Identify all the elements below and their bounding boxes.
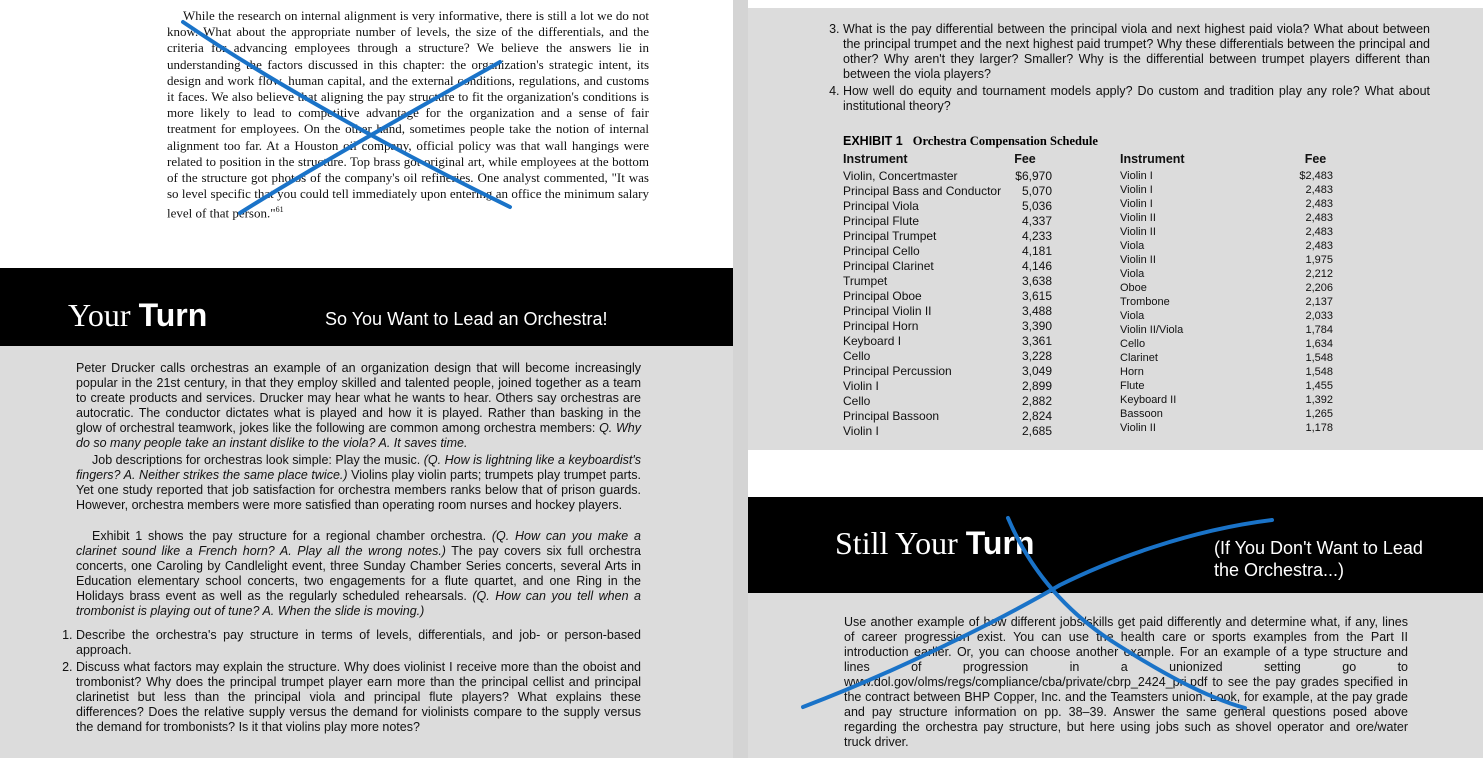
still-your-turn-band [748, 497, 1483, 593]
exhibit-instrument-cell: Cello [1120, 338, 1146, 350]
exhibit-instrument-cell: Violin I [1120, 170, 1153, 182]
exhibit-instrument-cell: Violin II [1120, 226, 1156, 238]
right-page [748, 0, 1483, 758]
exhibit-instrument-cell: Violin II/Viola [1120, 324, 1184, 336]
exhibit-instrument-cell: Violin I [843, 424, 879, 438]
exhibit-fee-cell: $6,970 [1015, 169, 1052, 183]
top-paragraph: While the research on internal alignment is very informative, there is still a lot we do not know. What about the appropriate number of levels, the size of the differentials, and the criteria for advancing employees through a structure? We believe the answers lie in understanding the factors discussed in this chapter: the organization's strategic intent, its design and work flow, human capital, and the external conditions, regulations, and customs it faces. We also believe that aligning the pay structure to fit the organization's conditions is more likely to lead to competitive advantage for the organization and a sense of fair treatment for employees. On the other hand, sometimes people take the notion of internal alignment too far. At a Houston oil company, official policy was that wall hangings were related to position in the structure. Top brass got original art, while employees at the bottom of the structure got photos of the company's oil refineries. One analyst commented, "It was so level specific that you could tell immediately upon entering an office the minimum salary level of that person."$^{61}$ [167, 8, 649, 221]
exhibit-instrument-cell: Principal Horn [843, 319, 919, 333]
question-list-1 [56, 628, 641, 737]
col-header: Fee [1014, 152, 1036, 166]
exhibit-fee-cell: 2,137 [1305, 296, 1333, 308]
still-your-turn-paragraph: Use another example of how different jobs/skills get paid differently and determine what, if any, lines of career progression exist. You can use the health care or sports examples from the Part II introduction earlier. Or, you can choose another example. For an example of a type structure and lines of progression in a unionized setting go to www.dol.gov/olms/regs/compliance/cba/private/cbrp_2424_pri.pdf to see the pay grades specified in the contract between BHP Copper, Inc. and the Teamsters union. Look, for example, at the pay grade and pay structure information on pp. 38–39. Answer the same general questions posed above regarding the orchestra pay structure, but here using jobs such as shovel operator and ore/water truck driver. [844, 615, 1408, 749]
footnote-ref: 61 [275, 205, 284, 215]
exhibit-instrument-cell: Cello [843, 349, 871, 363]
still-your-turn-subtitle: (If You Don't Want to Lead the Orchestra...) [1214, 538, 1423, 580]
exhibit-instrument-cell: Trombone [1120, 296, 1170, 308]
exhibit-instrument-cell: Principal Bass and Conductor [843, 184, 1002, 198]
your-turn-title: Your Turn [68, 297, 208, 333]
exhibit-instrument-cell: Viola [1120, 240, 1145, 252]
exhibit-instrument-cell: Principal Clarinet [843, 259, 934, 273]
exhibit-fee-cell: 1,265 [1305, 408, 1333, 420]
exhibit-fee-cell: 1,975 [1305, 254, 1333, 266]
exhibit-heading [843, 134, 1098, 149]
your-turn-band [0, 268, 733, 346]
case-paragraph-2: Job descriptions for orchestras look simple: Play the music. (Q. How is lightning like a keyboardist's fingers? A. Neither strikes the same place twice.) Violins play violin parts; trumpets play trumpet parts. Yet one study reported that job satisfaction for orchestra members ranks below that of prison guards. However, orchestra members were more satisfied than operating room nurses and hockey players. [76, 453, 641, 512]
exhibit-fee-cell: 5,036 [1021, 199, 1052, 213]
exhibit-instrument-cell: Viola [1120, 310, 1145, 322]
exhibit-fee-cell: 2,033 [1305, 310, 1333, 322]
exhibit-col-instrument-2 [1120, 152, 1185, 435]
exhibit-instrument-cell: Violin II [1120, 212, 1156, 224]
exhibit-fee-cell: 4,146 [1021, 259, 1052, 273]
exhibit-title: Orchestra Compensation Schedule [912, 134, 1098, 148]
exhibit-col-instrument-1 [843, 152, 1001, 439]
exhibit-fee-cell: 2,483 [1305, 226, 1333, 238]
left-page [0, 0, 733, 758]
exhibit-instrument-cell: Principal Percussion [843, 364, 952, 378]
exhibit-fee-cell: $2,483 [1299, 170, 1333, 182]
col-header: Instrument [1120, 152, 1185, 166]
exhibit-fee-cell: 1,548 [1305, 366, 1333, 378]
exhibit-fee-cell: 4,337 [1021, 214, 1052, 228]
exhibit-instrument-cell: Oboe [1120, 282, 1147, 294]
exhibit-fee-cell: 2,483 [1305, 184, 1333, 196]
exhibit-instrument-cell: Principal Cello [843, 244, 920, 258]
exhibit-instrument-cell: Violin, Concertmaster [843, 169, 958, 183]
exhibit-fee-cell: 1,634 [1305, 338, 1333, 350]
exhibit-fee-cell: 3,049 [1021, 364, 1052, 378]
exhibit-instrument-cell: Bassoon [1120, 408, 1163, 420]
exhibit-fee-cell: 1,178 [1305, 422, 1333, 434]
exhibit-fee-cell: 2,483 [1305, 240, 1333, 252]
exhibit-fee-cell: 2,483 [1305, 212, 1333, 224]
question-item: 4. How well do equity and tournament models apply? Do custom and tradition play any role? What about institutional theory? [843, 84, 1430, 114]
exhibit-fee-cell: 2,212 [1305, 268, 1333, 280]
case-paragraph-3: Exhibit 1 shows the pay structure for a regional chamber orchestra. (Q. How can you make a clarinet sound like a French horn? A. Play all the wrong notes.) The pay covers six full orchestra concerts, one Caroling by Candlelight event, three Sunday Chamber Series concerts, several Arts in Education elementary school concerts, two engagements for a flute quartet, and one Ring in the Holidays brass event as well as the regularly scheduled rehearsals. (Q. How can you tell when a trombonist is playing out of tune? A. When the slide is moving.) [76, 529, 641, 618]
exhibit-instrument-cell: Principal Violin II [843, 304, 932, 318]
exhibit-col-fee-1 [988, 152, 1052, 439]
exhibit-fee-cell: 2,206 [1305, 282, 1333, 294]
exhibit-label: EXHIBIT 1 [843, 134, 903, 148]
exhibit-fee-cell: 3,615 [1021, 289, 1052, 303]
col-header: Fee [1304, 152, 1327, 166]
exhibit-instrument-cell: Violin I [1120, 184, 1153, 196]
exhibit-fee-cell: 1,548 [1305, 352, 1333, 364]
exhibit-instrument-cell: Principal Trumpet [843, 229, 937, 243]
exhibit-instrument-cell: Keyboard II [1120, 394, 1177, 406]
exhibit-fee-cell: 2,824 [1021, 409, 1052, 423]
exhibit-fee-cell: 3,361 [1021, 334, 1052, 348]
exhibit-instrument-cell: Violin II [1120, 254, 1156, 266]
exhibit-fee-cell: 2,483 [1305, 198, 1333, 210]
question-list-2 [823, 22, 1430, 116]
exhibit-instrument-cell: Keyboard I [843, 334, 902, 348]
case-box [0, 346, 733, 758]
still-your-turn-title: Still Your Turn [835, 525, 1035, 561]
question-item: 1. Describe the orchestra's pay structure in terms of levels, differentials, and job- or person-based approach. [76, 628, 641, 658]
exhibit-fee-cell: 3,638 [1021, 274, 1052, 288]
case-paragraph-1: Peter Drucker calls orchestras an example of an organization design that will become increasingly popular in the 21st century, in that they employ skilled and talented people, joined together as a team to create products and services. Drucker may hear what he wants to hear. Others say orchestras are autocratic. The conductor dictates what is played and how it is played. Rather than basking in the glow of orchestral teamwork, jokes like the following are common among orchestra members: Q. Why do so many people take an instant dislike to the viola? A. It saves time. [76, 361, 641, 450]
still-your-turn-box [748, 593, 1483, 758]
exhibit-col-fee-2 [1278, 152, 1333, 435]
exhibit-fee-cell: 1,784 [1305, 324, 1333, 336]
col-header: Instrument [843, 152, 908, 166]
exhibit-instrument-cell: Violin II [1120, 422, 1156, 434]
exhibit-instrument-cell: Trumpet [843, 274, 888, 288]
exhibit-fee-cell: 1,455 [1305, 380, 1333, 392]
exhibit-instrument-cell: Principal Flute [843, 214, 920, 228]
exhibit-fee-cell: 2,882 [1021, 394, 1052, 408]
exhibit-fee-cell: 3,228 [1021, 349, 1052, 363]
question-item: 2. Discuss what factors may explain the structure. Why does violinist I receive more than the oboist and trombonist? Why does the principal trumpet player earn more than the principal cellist and principal clarinetist but less than the principal viola and principal flute players? What explains these differences? Does the relative supply versus the demand for violinists compare to the supply versus the demand for trombonists? Is it that violins play more notes? [76, 660, 641, 735]
exhibit-fee-cell: 2,899 [1021, 379, 1052, 393]
your-turn-subtitle: So You Want to Lead an Orchestra! [325, 309, 608, 329]
exhibit-instrument-cell: Principal Bassoon [843, 409, 940, 423]
exhibit-fee-cell: 5,070 [1021, 184, 1052, 198]
exhibit-fee-cell: 4,233 [1021, 229, 1052, 243]
exhibit-instrument-cell: Flute [1120, 380, 1145, 392]
exhibit-instrument-cell: Clarinet [1120, 352, 1158, 364]
exhibit-instrument-cell: Principal Viola [843, 199, 919, 213]
exhibit-fee-cell: 3,390 [1021, 319, 1052, 333]
exhibit-instrument-cell: Violin I [843, 379, 879, 393]
exhibit-fee-cell: 1,392 [1305, 394, 1333, 406]
exhibit-instrument-cell: Cello [843, 394, 871, 408]
exhibit-instrument-cell: Principal Oboe [843, 289, 922, 303]
exhibit-instrument-cell: Horn [1120, 366, 1144, 378]
exhibit-instrument-cell: Violin I [1120, 198, 1153, 210]
exhibit-instrument-cell: Viola [1120, 268, 1145, 280]
exhibit-fee-cell: 3,488 [1021, 304, 1052, 318]
question-item: 3. What is the pay differential between the principal viola and next highest paid viola? What about between the principal trumpet and the next highest paid trumpet? Why these differentials between the principal and other? Why aren't they larger? Smaller? Why is the differential between trumpet players different than between the viola players? [843, 22, 1430, 82]
exhibit-fee-cell: 4,181 [1021, 244, 1052, 258]
exhibit-fee-cell: 2,685 [1021, 424, 1052, 438]
